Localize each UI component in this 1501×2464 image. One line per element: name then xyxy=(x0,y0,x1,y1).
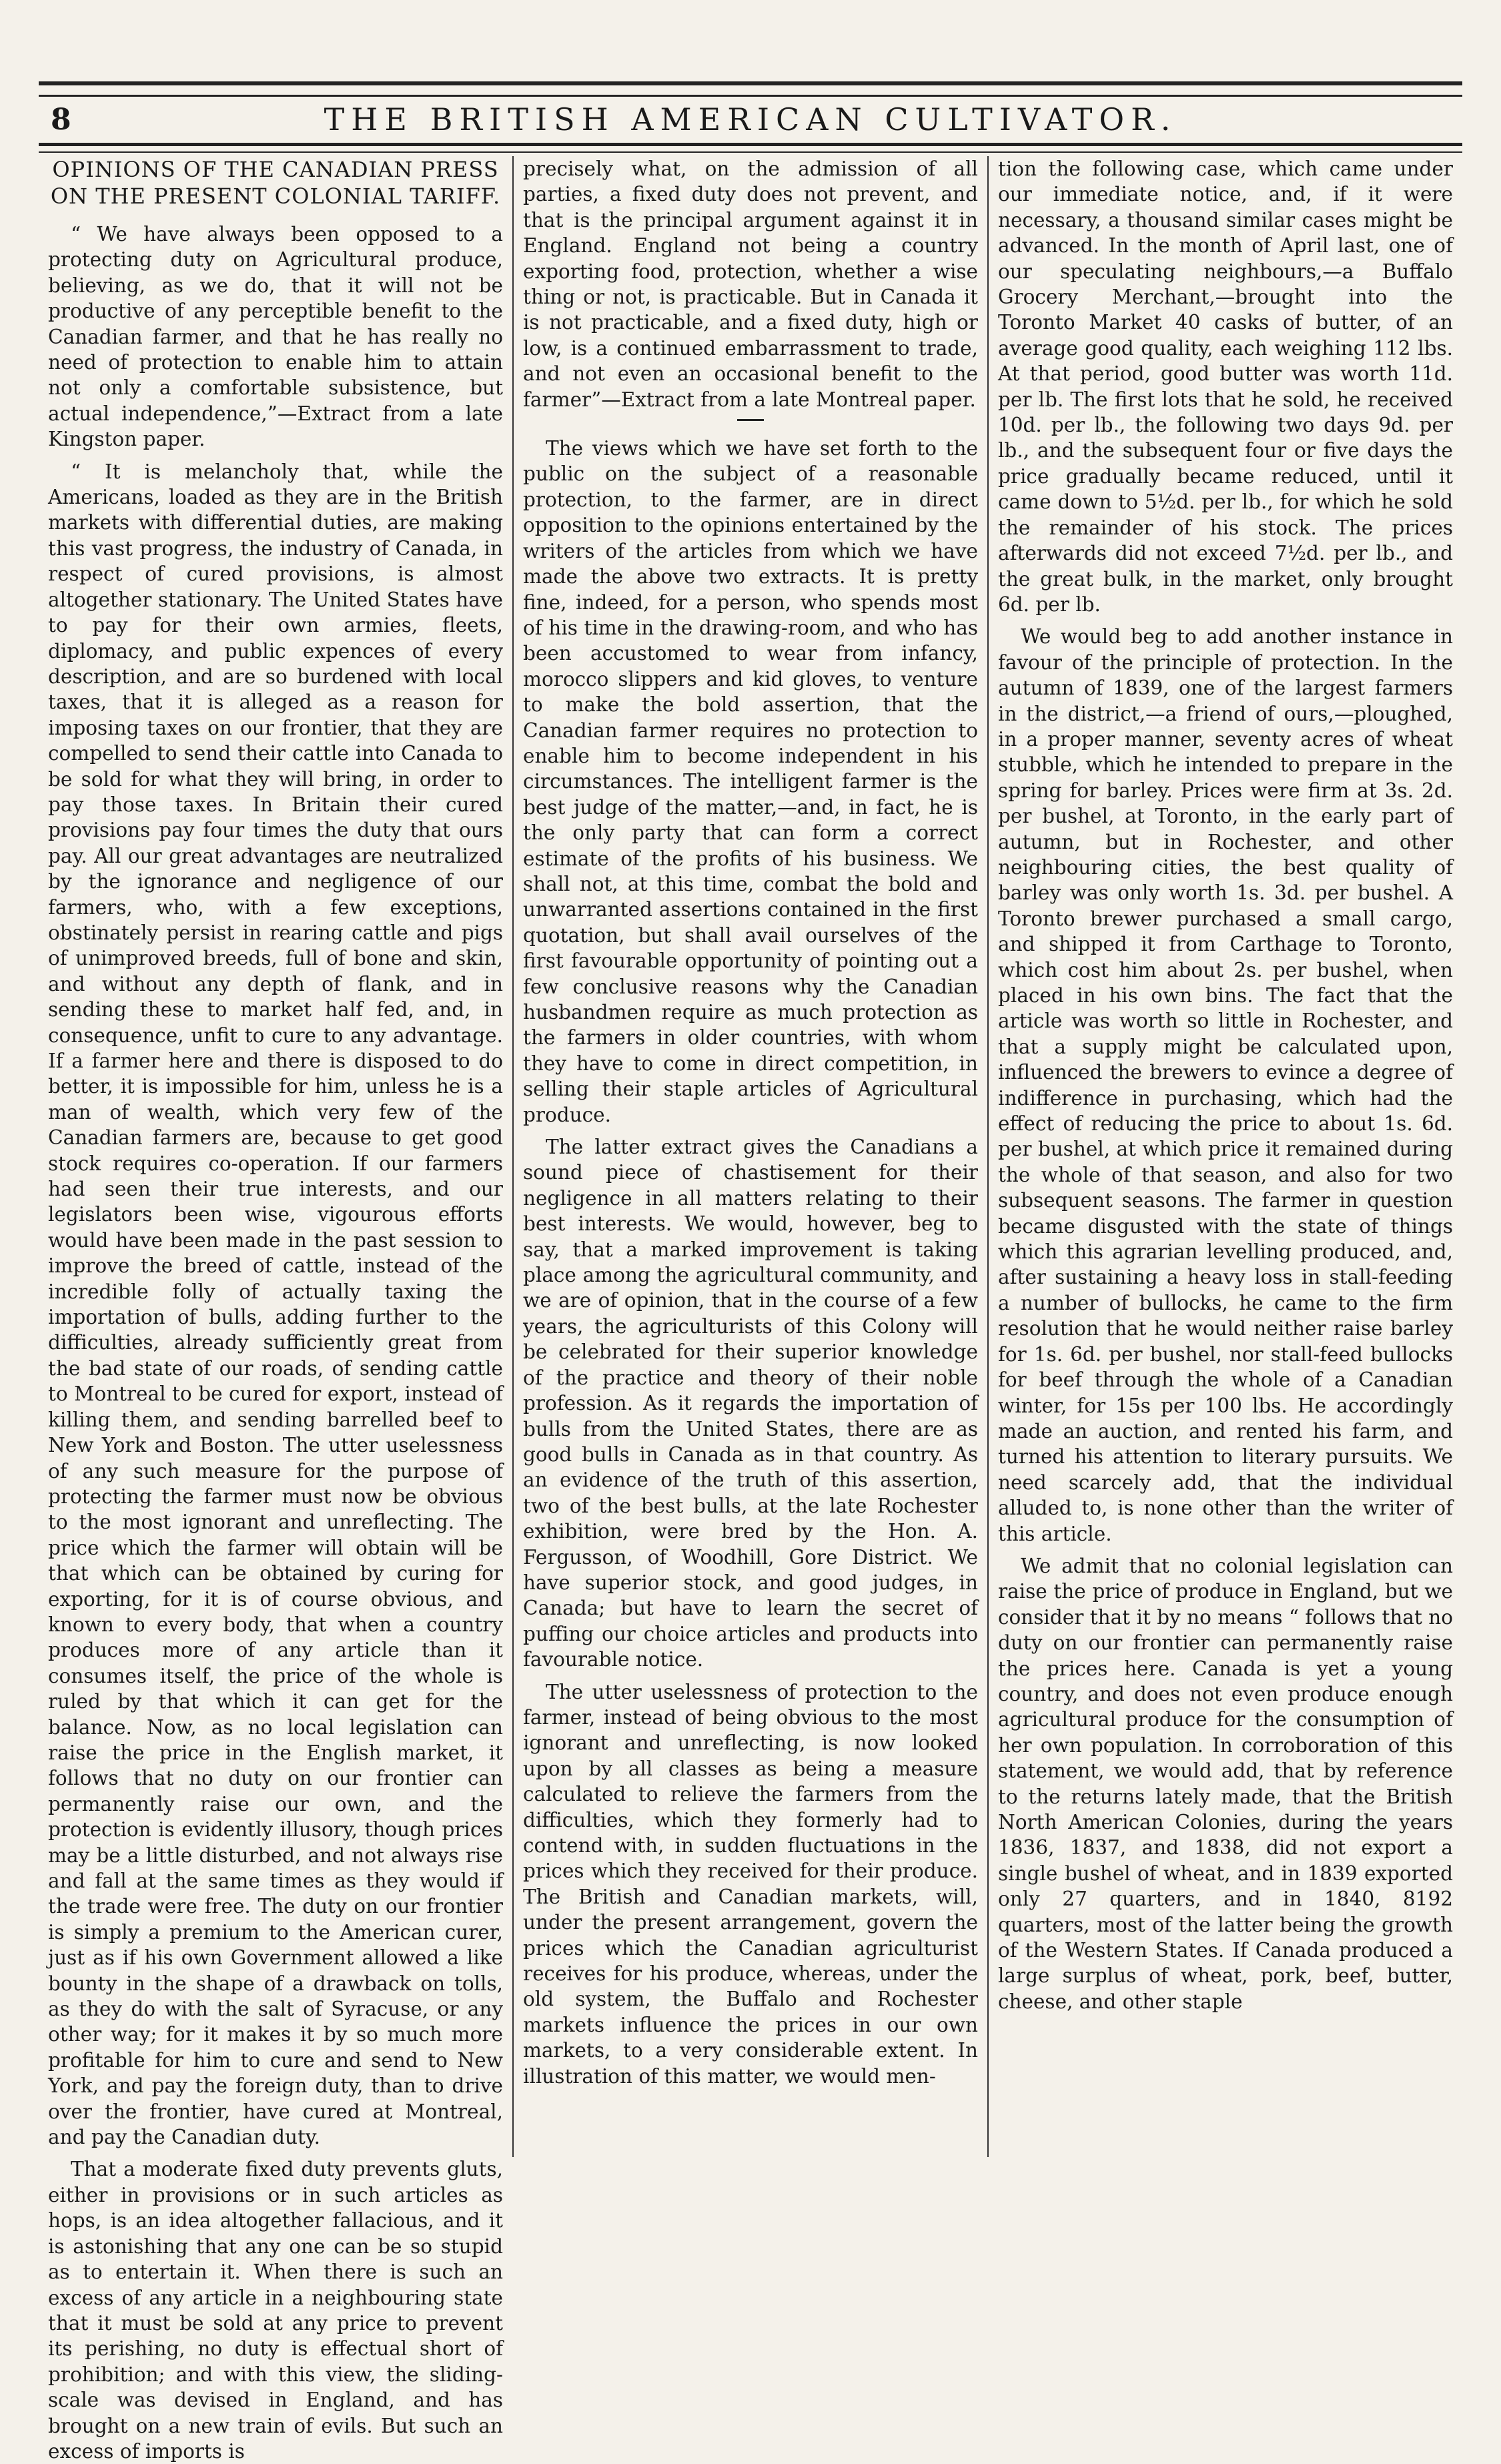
page-header xyxy=(39,97,1462,141)
paragraph: We would beg to add another instance in favour of the principle of protection. In the autumn of 1839, one of the largest farmers in the district,—a friend of ours,—ploughed, in a proper manner, seventy acres of wheat stubble, which he intended to prepare in the spring for barley. Prices were firm at 3s. 2d. per bushel, at Toronto, in the early part of autumn, but in Rochester, and other neighbouring cities, the best quality of barley was only worth 1s. 3d. per bushel. A Toronto brewer purchased a small cargo, and shipped it from Carthage to Toronto, which cost him about 2s. per bushel, when placed in his own bins. The fact that the article was worth so little in Rochester, and that a supply might be calculated upon, influenced the brewers to evince a degree of indifference in purchasing, which had the effect of reducing the price to about 1s. 6d. per bushel, at which price it remained during the whole of that season, and also for two subsequent seasons. The farmer in question became disgusted with the state of things which this agrarian levelling produced, and, after sustaining a heavy loss in stall-feeding a number of bullocks, he came to the firm resolution that he would neither raise barley for 1s. 6d. per bushel, nor stall-feed bullocks for beef through the whole of a Canadian winter, for 15s per 100 lbs. He accordingly made an auction, and rented his farm, and turned his attention to literary pursuits. We need scarcely add, that the individual alluded to, is none other than the writer of this article. xyxy=(998,625,1453,1545)
paragraph: tion the following case, which came under our immediate notice, and, if it were necessary, a thousand similar cases might be advanced. In the month of April last, one of our speculating neighbours,—a Buffalo Grocery Merchant,—brought into the Toronto Market 40 casks of butter, of an average good quality, each weighing 112 lbs. At that period, good butter was worth 11d. per lb. The first lots that he sold, he received 10d. per lb., the following two days 9d. per lb., and the subsequent four or five days the price gradually became reduced, until it came down to 5½d. per lb., for which he sold the remainder of his stock. The prices afterwards did not exceed 7½d. per lb., and the great bulk, in the market, only brought 6d. per lb. xyxy=(998,157,1453,616)
top-double-rule xyxy=(39,81,1462,97)
paragraph: The views which we have set forth to the public on the subject of a reasonable protection, to the farmer, are in direct opposition to the opinions entertained by the writers of the articles from which we have made the above two extracts. It is pretty fine, indeed, for a person, who spends most of his time in the drawing-room, and who has been accustomed to wear from infancy, morocco slippers and kid gloves, to venture to make the bold assertion, that the Canadian farmer requires no protection to enable him to become independent in his circumstances. The intelligent farmer is the best judge of the matter,—and, in fact, he is the only party that can form a correct estimate of the profits of his business. We shall not, at this time, combat the bold and unwarranted assertions contained in the first quotation, but shall avail ourselves of the first favourable opportunity of pointing out a few conclusive reasons why the Canadian husbandmen require as much protection as the farmers in older countries, with whom they have to come in direct competition, in selling their staple articles of Agricultural produce. xyxy=(523,437,978,1126)
paragraph: That a moderate fixed duty prevents gluts, either in provisions or in such articles as hops, is an idea altogether fallacious, and it is astonishing that any one can be so stupid as to entertain it. When there is such an excess of any article in a neighbouring state that it must be sold at any price to prevent its perishing, no duty is effectual short of prohibition; and with this view, the sliding-scale was devised in England, and has brought on a new train of evils. But such an excess of imports is xyxy=(48,2158,503,2463)
paragraph: The latter extract gives the Canadians a sound piece of chastisement for their negligence in all matters relating to their best interests. We would, however, beg to say, that a marked improvement is taking place among the agricultural community, and we are of opinion, that in the course of a few years, the agriculturists of this Colony will be celebrated for their superior knowledge of the practice and theory of their noble profession. As it regards the importation of bulls from the United States, there are as good bulls in Canada as in that country. As an evidence of the truth of this assertion, two of the best bulls, at the late Rochester exhibition, were bred by the Hon. A. Fergusson, of Woodhill, Gore District. We have superior stock, and good judges, in Canada; but have to learn the secret of puffing our choice articles and products into favourable notice. xyxy=(523,1136,978,1671)
column-3 xyxy=(987,156,1462,2157)
paragraph: The utter uselessness of protection to the farmer, instead of being obvious to the most ignorant and unreflecting, is now looked upon by all classes as being a measure calculated to relieve the farmers from the difficulties, which they formerly had to contend with, in sudden fluctuations in the prices which they received for their produce. The British and Canadian markets, will, under the present arrangement, govern the prices which the Canadian agriculturist receives for his produce, whereas, under the old system, the Buffalo and Rochester markets influence the prices in our own markets, to a very considerable extent. In illustration of this matter, we would men- xyxy=(523,1680,978,2088)
paragraph: “ It is melancholy that, while the Americans, loaded as they are in the British markets with differential duties, are making this vast progress, the industry of Canada, in respect of cured provisions, is almost altogether stationary. The United States have to pay for their own armies, fleets, diplomacy, and public expences of every description, and are so burdened with local taxes, that it is alleged as a reason for imposing taxes on our frontier, that they are compelled to send their cattle into Canada to be sold for what they will bring, in order to pay those taxes. In Britain their cured provisions pay four times the duty that ours pay. All our great advantages are neutralized by the ignorance and negligence of our farmers, who, with a few exceptions, obstinately persist in rearing cattle and pigs of unimproved breeds, full of bone and skin, and without any depth of flank, and in sending these to market half fed, and, in consequence, unfit to cure to any advantage. If a farmer here and there is disposed to do better, it is impossible for him, unless he is a man of wealth, which very few of the Canadian farmers are, because to get good stock requires co-operation. If our farmers had seen their true interests, and our legislators been wise, vigourous efforts would have been made in the past session to improve the breed of cattle, instead of the incredible folly of actually taxing the importation of bulls, adding further to the difficulties, already sufficiently great from the bad state of our roads, of sending cattle to Montreal to be cured for export, instead of killing them, and sending barrelled beef to New York and Boston. The utter uselessness of any such measure for the purpose of protecting the farmer must now be obvious to the most ignorant and unreflecting. The price which the farmer will obtain will be that which can be obtained by curing for exporting, for it is of course obvious, and known to every body, that when a country produces more of any article than it consumes itself, the price of the whole is ruled by that which it can get for the balance. Now, as no local legislation can raise the price in the English market, it follows that no duty on our frontier can permanently raise our own, and the protection is evidently illusory, though prices may be a little disturbed, and not always rise and fall at the same times as they would if the trade were free. The duty on our frontier is simply a premium to the American curer, just as if his own Government allowed a like bounty in the shape of a drawback on tolls, as they do with the salt of Syracuse, or any other way; for it makes it by so much more profitable for him to cure and send to New York, and pay the foreign duty, than to drive over the frontier, have cured at Montreal, and pay the Canadian duty. xyxy=(48,460,503,2149)
article-title: OPINIONS OF THE CANADIAN PRESS ON THE PRESENT COLONIAL TARIFF. xyxy=(50,157,501,209)
paragraph: We admit that no colonial legislation can raise the price of produce in England, but we consider that it by no means “ follows that no duty on our frontier can permanently raise the prices here. Canada is yet a young country, and does not even produce enough agricultural produce for the consumption of her own population. In corroboration of this statement, we would add, that by reference to the returns lately made, that the British North American Colonies, during the years 1836, 1837, and 1838, did not export a single bushel of wheat, and in 1839 exported only 27 quarters, and in 1840, 8192 quarters, most of the latter being the growth of the Western States. If Canada produced a large surplus of wheat, pork, beef, butter, cheese, and other staple xyxy=(998,1554,1453,2013)
column-1 xyxy=(39,156,512,2463)
paragraph: precisely what, on the admission of all parties, a fixed duty does not prevent, and that is the principal argument against it in England. England not being a country exporting food, protection, whether a wise thing or not, is practicable. But in Canada it is not practicable, and a fixed duty, high or low, is a continued embarrassment to trade, and not even an occasional benefit to the farmer”—Extract from a late Montreal paper. xyxy=(523,157,978,411)
paragraph: “ We have always been opposed to a protecting duty on Agricultural produce, believing, as we do, that it will not be productive of any perceptible benefit to the Canadian farmer, and that he has really no need of protection to enable him to attain not only a comfortable subsistence, but actual independence,”—Extract from a late Kingston paper. xyxy=(48,223,503,451)
masthead-title: THE BRITISH AMERICAN CULTIVATOR. xyxy=(324,101,1177,137)
column-2 xyxy=(512,156,987,2157)
header-rule xyxy=(39,143,1462,153)
article-columns xyxy=(39,156,1462,2463)
page-number: 8 xyxy=(51,103,71,137)
section-divider xyxy=(737,419,764,421)
